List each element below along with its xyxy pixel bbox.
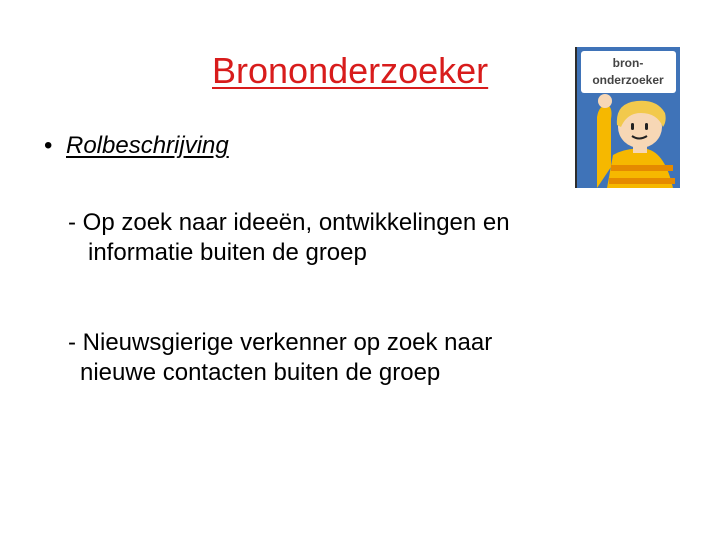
- waving-person-icon: [577, 47, 680, 188]
- paragraph-line: - Op zoek naar ideeën, ontwikkelingen en: [68, 209, 510, 236]
- badge-label-line1: bron-: [612, 56, 644, 70]
- eye: [631, 123, 634, 130]
- paragraph-line: nieuwe contacten buiten de groep: [80, 359, 441, 386]
- paragraph-line: - Nieuwsgierige verkenner op zoek naar: [68, 329, 493, 356]
- shirt-stripe: [611, 165, 673, 171]
- slide-title: Brononderzoeker: [212, 50, 489, 91]
- role-badge: [575, 47, 680, 188]
- role-heading: Rolbeschrijving: [66, 132, 229, 159]
- badge-label-line2: onderzoeker: [592, 73, 664, 87]
- eye: [645, 123, 648, 130]
- description-paragraph-2: [68, 328, 492, 388]
- bullet-point: •: [44, 132, 53, 159]
- hand: [598, 94, 612, 108]
- paragraph-line: informatie buiten de groep: [88, 239, 367, 266]
- bullet-item: [44, 132, 229, 160]
- shirt-stripe: [609, 178, 675, 184]
- description-paragraph-1: [68, 208, 510, 268]
